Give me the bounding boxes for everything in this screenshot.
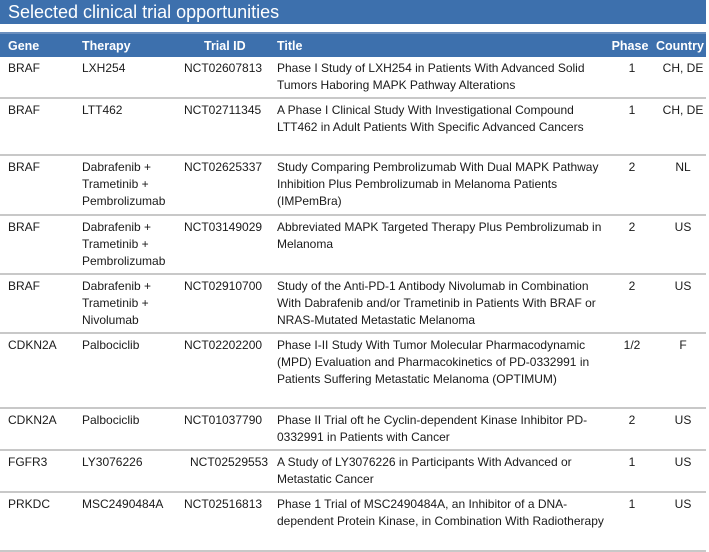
cell-gene: BRAF	[8, 103, 41, 117]
cell-trial-id: NCT02529553	[190, 455, 269, 469]
cell-gene: PRKDC	[8, 497, 51, 511]
cell-gene: BRAF	[8, 61, 41, 75]
cell-phase: 1/2	[623, 338, 641, 352]
cell-phase: 1	[628, 455, 636, 469]
cell-therapy: LY3076226	[82, 455, 143, 469]
cell-therapy: Palbociclib	[82, 338, 140, 352]
cell-phase: 1	[628, 103, 636, 117]
header-therapy: Therapy	[82, 39, 131, 53]
table-row	[0, 156, 706, 216]
cell-country: CH, DE	[662, 61, 704, 75]
cell-trial-id: NCT02625337	[184, 160, 263, 174]
cell-title: Phase 1 Trial of MSC2490484A, an Inhibitor of a DNA-dependent Protein Kinase, in Combination With Radiotherapy	[277, 497, 604, 528]
cell-therapy: Dabrafenib + Trametinib + Nivolumab	[82, 279, 152, 327]
cell-country: US	[674, 455, 692, 469]
cell-phase: 1	[628, 61, 636, 75]
cell-trial-id: NCT01037790	[184, 413, 263, 427]
cell-country: US	[674, 279, 692, 293]
header-title: Title	[277, 39, 303, 53]
cell-country: NL	[675, 160, 691, 174]
cell-title: Phase I-II Study With Tumor Molecular Pharmacodynamic (MPD) Evaluation and Pharmacokinetics of PD-0332991 in Patients Suffering Metastatic Melanoma (OPTIMUM)	[277, 338, 590, 386]
cell-gene: FGFR3	[8, 455, 48, 469]
cell-therapy: Dabrafenib + Trametinib + Pembrolizumab	[82, 220, 166, 268]
cell-phase: 2	[628, 160, 636, 174]
table-row	[0, 334, 706, 409]
cell-country: CH, DE	[662, 103, 704, 117]
cell-phase: 2	[628, 413, 636, 427]
cell-title: A Phase I Clinical Study With Investigational Compound LTT462 in Adult Patients With Specific Advanced Cancers	[277, 103, 584, 134]
cell-phase: 1	[628, 497, 636, 511]
cell-gene: CDKN2A	[8, 338, 57, 352]
table-row	[0, 99, 706, 156]
cell-title: Phase I Study of LXH254 in Patients With Advanced Solid Tumors Haboring MAPK Pathway Alterations	[277, 61, 585, 92]
cell-country: US	[674, 413, 692, 427]
cell-title: A Study of LY3076226 in Participants With Advanced or Metastatic Cancer	[277, 455, 572, 486]
table-header	[0, 32, 706, 57]
table-row	[0, 216, 706, 275]
cell-trial-id: NCT02202200	[184, 338, 263, 352]
cell-title: Study Comparing Pembrolizumab With Dual MAPK Pathway Inhibition Plus Pembrolizumab in Melanoma Patients (IMPemBra)	[277, 160, 599, 208]
cell-country: US	[674, 220, 692, 234]
cell-title: Phase II Trial oft he Cyclin-dependent Kinase Inhibitor PD-0332991 in Patients with Cancer	[277, 413, 588, 444]
header-country: Country	[656, 39, 704, 53]
cell-gene: BRAF	[8, 160, 41, 174]
cell-gene: CDKN2A	[8, 413, 57, 427]
cell-gene: BRAF	[8, 279, 41, 293]
cell-gene: BRAF	[8, 220, 41, 234]
table-row	[0, 275, 706, 334]
cell-title: Study of the Anti-PD-1 Antibody Nivolumab in Combination With Dabrafenib and/or Trametinib in Patients With BRAF or NRAS-Mutated Metastatic Melanoma	[277, 279, 596, 327]
table-row	[0, 409, 706, 451]
cell-therapy: Dabrafenib + Trametinib + Pembrolizumab	[82, 160, 166, 208]
clinical-trials-table	[0, 32, 706, 552]
cell-trial-id: NCT03149029	[184, 220, 263, 234]
cell-therapy: LXH254	[82, 61, 126, 75]
cell-therapy: LTT462	[82, 103, 123, 117]
table-row	[0, 451, 706, 493]
cell-phase: 2	[628, 279, 636, 293]
header-phase: Phase	[611, 39, 649, 53]
cell-trial-id: NCT02516813	[184, 497, 263, 511]
header-trial-id: Trial ID	[204, 39, 246, 53]
table-caption: Selected clinical trial opportunities	[0, 0, 706, 24]
table-row	[0, 57, 706, 99]
cell-trial-id: NCT02910700	[184, 279, 263, 293]
cell-therapy: Palbociclib	[82, 413, 140, 427]
header-gene: Gene	[8, 39, 40, 53]
cell-phase: 2	[628, 220, 636, 234]
cell-title: Abbreviated MAPK Targeted Therapy Plus Pembrolizumab in Melanoma	[277, 220, 602, 251]
cell-trial-id: NCT02607813	[184, 61, 263, 75]
cell-trial-id: NCT02711345	[184, 103, 262, 117]
cell-therapy: MSC2490484A	[82, 497, 164, 511]
cell-country: US	[674, 497, 692, 511]
cell-country: F	[679, 338, 687, 352]
